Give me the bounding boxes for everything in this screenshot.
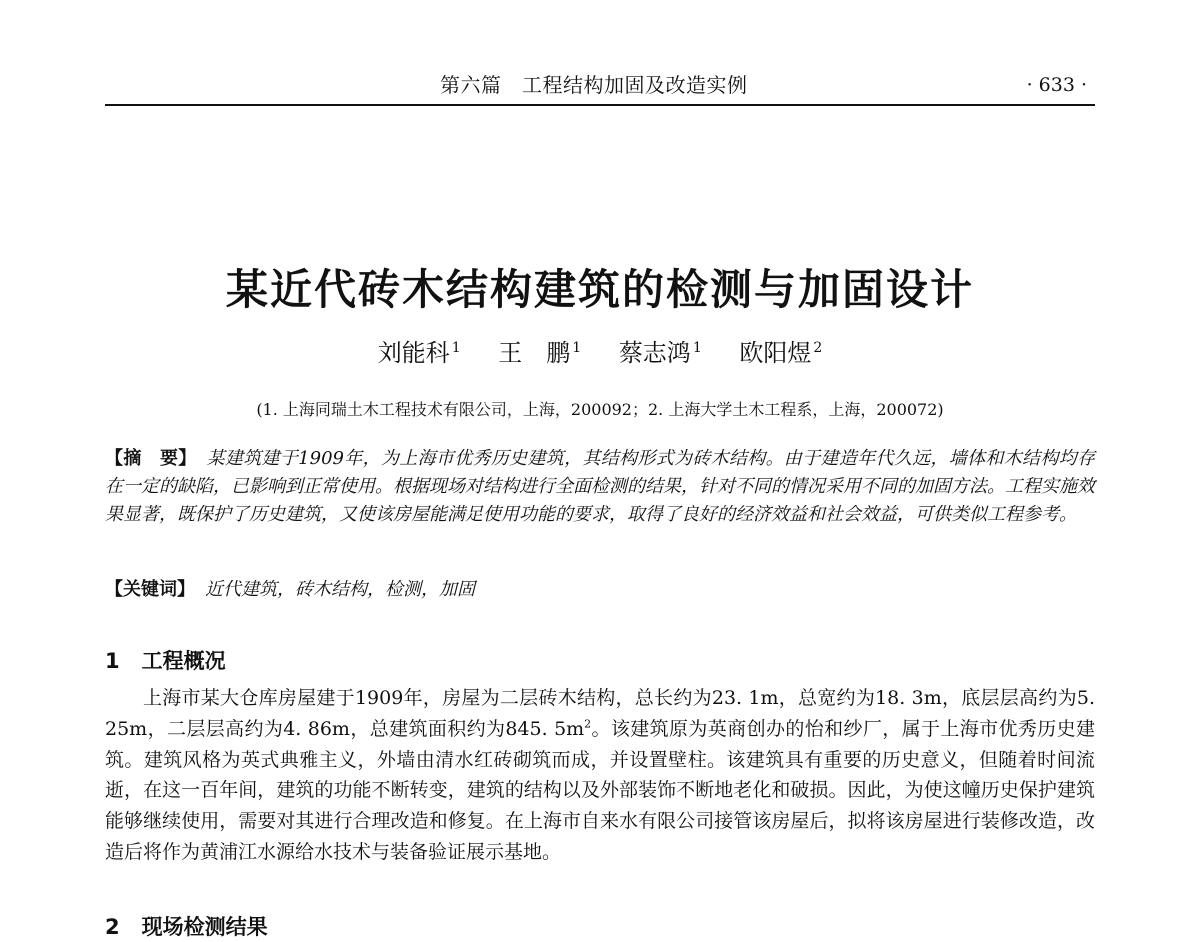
author <box>498 336 581 370</box>
author-name: 王 鹏 <box>498 339 571 367</box>
page-number: · 633 · <box>1026 74 1087 96</box>
paper-title: 某近代砖木结构建筑的检测与加固设计 <box>225 265 974 314</box>
running-head-title: 第六篇 工程结构加固及改造实例 <box>440 73 748 97</box>
author <box>739 336 822 370</box>
unit-superscript: 2 <box>584 717 592 731</box>
keywords <box>105 576 1095 604</box>
section-title: 现场检测结果 <box>141 915 268 939</box>
keywords-label: 【关键词】 <box>105 579 195 600</box>
paragraph-text: 上海市某大仓库房屋建于1909年，房屋为二层砖木结构，总长约为23. 1m，总宽约为18. 3m，底层层高约为5. 25m，二层层高约为4. 86m，总建筑面积约为845. 5m <box>105 687 1095 740</box>
keywords-text: 近代建筑，砖木结构，检测，加固 <box>205 579 475 600</box>
section-title: 工程概况 <box>141 649 226 673</box>
author <box>619 336 702 370</box>
author-name: 刘能科 <box>377 339 450 367</box>
author <box>378 336 461 370</box>
author-list <box>0 336 1200 370</box>
section-heading <box>105 646 226 676</box>
section-number: 1 <box>105 649 120 673</box>
author-name: 蔡志鸿 <box>618 339 691 367</box>
running-head <box>105 72 1095 100</box>
author-affiliation-mark: 1 <box>572 340 582 356</box>
body-paragraph <box>105 683 1095 868</box>
section-heading <box>105 912 268 942</box>
section-number: 2 <box>105 915 120 939</box>
author-affiliation-mark: 1 <box>692 340 702 356</box>
paragraph-text-continued: 。该建筑原为英商创办的怡和纱厂，属于上海市优秀历史建筑。建筑风格为英式典雅主义，外墙由清水红砖砌筑而成，并设置壁柱。该建筑具有重要的历史意义，但随着时间流逝，在这一百年间，建筑的功能不断转变，建筑的结构以及外部装饰不断地老化和破损。因此，为使这幢历史保护建筑能够继续使用，需要对其进行合理改造和修复。在上海市自来水有限公司接管该房屋后，拟将该房屋进行装修改造，改造后将作为黄浦江水源给水技术与装备验证展示基地。 <box>105 717 1095 863</box>
abstract-label: 【摘 要】 <box>105 448 197 469</box>
author-affiliation-mark: 2 <box>813 340 823 356</box>
abstract <box>105 445 1095 529</box>
affiliations: (1. 上海同瑞土木工程技术有限公司，上海，200092；2. 上海大学土木工程系，上海，200072) <box>256 400 944 419</box>
author-name: 欧阳煜 <box>739 339 812 367</box>
abstract-text: 某建筑建于1909年，为上海市优秀历史建筑，其结构形式为砖木结构。由于建造年代久远，墙体和木结构均存在一定的缺陷，已影响到正常使用。根据现场对结构进行全面检测的结果，针对不同的情况采用不同的加固方法。工程实施效果显著，既保护了历史建筑，又使该房屋能满足使用功能的要求，取得了良好的经济效益和社会效益，可供类似工程参考。 <box>105 448 1095 525</box>
header-rule <box>105 104 1095 106</box>
author-affiliation-mark: 1 <box>451 340 461 356</box>
